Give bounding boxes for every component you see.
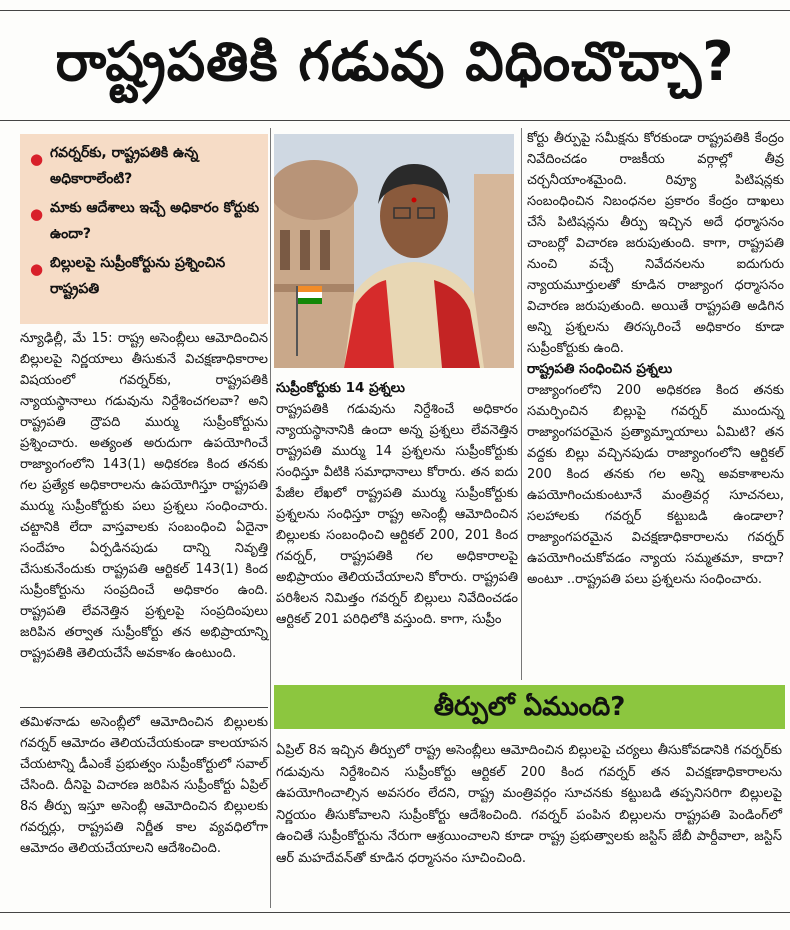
bottom-rule xyxy=(0,912,790,913)
president-photo-illustration xyxy=(274,134,514,368)
highlight-item: ● మాకు ఆదేశాలు ఇచ్చే అధికారం కోర్టుకు ఉందా? xyxy=(30,200,260,242)
column-1-divider xyxy=(20,707,268,708)
column-divider-2 xyxy=(521,128,522,680)
column-1-paragraph-1: న్యూఢిల్లీ, మే 15: రాష్ట్ర అసెంబ్లీలు ఆమోదించిన బిల్లులపై నిర్ణయాలు తీసుకునే విచక్షణాధికారాల విషయంలో గవర్నర్‌కు, రాష్ట్రపతికి న్యాయస్థానాలు గడువును నిర్దేశించగలవా? అని రాష్ట్రపతి ద్రౌపది ముర్ము సుప్రీంకోర్టును ప్రశ్నించారు. అత్యంత అరుదుగా ఉపయోగించే రాజ్యాంగంలోని 143(1) అధికరణ కింద తనకు గల ప్రత్యేక అధికారాలను ఉపయోగిస్తూ రాష్ట్రపతి ముర్ము సుప్రీంకోర్టుకు పలు ప్రశ్నలు సంధించారు. చట్టానికి లేదా వాస్తవాలకు సంబంధించి ఏదైనా సందేహం ఏర్పడినపుడు దాన్ని నివృత్తి చేసుకునేందుకు రాష్ట్రపతి ఆర్టికల్ 143(1) కింద సుప్రీంకోర్టును సంప్రదించే అధికారం ఉంది. రాష్ట్రపతి లేవనెత్తిన ప్రశ్నలపై సంప్రదింపులు జరిపిన తర్వాత సుప్రీంకోర్టు తన అభిప్రాయాన్ని రాష్ట్రపతికి తెలియచేసే అవకాశం ఉంటుంది. xyxy=(20,331,268,661)
bullet-icon: ● xyxy=(30,150,44,168)
column-divider-1 xyxy=(270,128,271,908)
bullet-icon: ● xyxy=(30,205,44,223)
headline-rule xyxy=(0,120,790,121)
highlights-box xyxy=(20,134,268,324)
president-photo xyxy=(274,134,514,368)
headline: రాష్ట్రపతికి గడువు విధించొచ్చా? xyxy=(55,30,735,93)
verdict-text: ఏప్రిల్ 8న ఇచ్చిన తీర్పులో రాష్ట్ర అసెంబ్లీలు ఆమోదించిన బిల్లులపై చర్యలు తీసుకోవడానికి గవర్నర్‌కు గడువును నిర్దేశించిన సుప్రీంకోర్టు ఆర్టికల్ 200 కింద గవర్నర్ తన విచక్షణాధికారాలను ఉపయోగించాల్సిన అవసరం లేదని, రాష్ట్ర మంత్రివర్గం సూచనకు కట్టుబడి తప్పనిసరిగా బిల్లులపై నిర్ణయం తీసుకోవాలని సుప్రీంకోర్టు ఆదేశించింది. గవర్నర్ పంపిన బిల్లులను రాష్ట్రపతి పెండింగ్‌లో ఉంచితే సుప్రీంకోర్టును నేరుగా ఆశ్రయించాలని కూడా రాష్ట్ర ప్రభుత్వాలకు జస్టిస్ జేబీ పార్దీవాలా, జస్టిస్ ఆర్ మహదేవన్‌తో కూడిన ధర్మాసనం సూచించింది. xyxy=(276,743,782,866)
highlight-item: ● గవర్నర్‌కు, రాష్ట్రపతికి ఉన్న అధికారాలేంటి? xyxy=(30,145,199,187)
column-3 xyxy=(527,128,784,590)
top-rule xyxy=(0,10,790,11)
column-2 xyxy=(276,378,518,630)
column-3-paragraph-2: రాజ్యాంగంలోని 200 అధికరణ కింద తనకు సమర్పించిన బిల్లుపై గవర్నర్ ముందున్న రాజ్యాంగపరమైన ప్రత్యామ్నాయాలు ఏమిటి? తన వద్దకు బిల్లు వచ్చినపుడు రాజ్యాంగంలోని ఆర్టికల్ 200 కింద తనకు గల అన్ని అవకాశాలను ఉపయోగించుకుంటూనే మంత్రివర్గ సూచనలు, సలహాలకు గవర్నర్ కట్టుబడి ఉండాలా? రాజ్యాంగపరమైన విచక్షణాధికారాలను గవర్నర్ ఉపయోగించుకోవడం న్యాయ సమ్మతమా, కాదా? అంటూ ..రాష్ట్రపతి పలు ప్రశ్నలను సంధించారు. xyxy=(527,383,784,587)
column-2-paragraph: రాష్ట్రపతికి గడువును నిర్దేశించే అధికారం న్యాయస్థానానికి ఉందా అన్న ప్రశ్నలు లేవనెత్తిన రాష్ట్రపతి ముర్ము 14 ప్రశ్నలను సుప్రీంకోర్టుకు సంధిస్తూ వీటికి సమాధానాలు కోరారు. తన ఐదు పేజీల లేఖలో రాష్ట్రపతి ముర్ము సుప్రీంకోర్టుకు ప్రశ్నలను సంధిస్తూ రాష్ట్ర అసెంబ్లీ ఆమోదించిన బిల్లులకు సంబంధించి ఆర్టికల్ 200, 201 కింద గవర్నర్, రాష్ట్రపతికి గల అధికారాలపై అభిప్రాయం తెలియచేయాలని కోరారు. రాష్ట్రపతి పరిశీలన నిమిత్తం గవర్నర్ బిల్లులు నివేదించడం ఆర్టికల్ 201 పరిధిలోకి వస్తుంది. కాగా, సుప్రీం xyxy=(276,402,518,627)
highlight-item: ● బిల్లులపై సుప్రీంకోర్టును ప్రశ్నించిన రాష్ట్రపతి xyxy=(30,255,226,297)
column-1-paragraph-2: తమిళనాడు అసెంబ్లీలో ఆమోదించిన బిల్లులకు గవర్నర్ ఆమోదం తెలియచేయకుండా కాలయాపన చేయటాన్ని డీఎంకే ప్రభుత్వం సుప్రీంకోర్టులో సవాల్ చేసింది. దీనిపై విచారణ జరిపిన సుప్రీంకోర్టు ఏప్రిల్ 8న తీర్పు ఇస్తూ అసెంబ్లీ ఆమోదించిన బిల్లులకు గవర్నర్లు, రాష్ట్రపతి నిర్ణీత కాల వ్యవధిలోగా ఆమోదం తెలియచేయాలని ఆదేశించింది. xyxy=(20,715,268,856)
verdict-heading: తీర్పులో ఏముంది? xyxy=(433,692,626,722)
column-2-subhead: సుప్రీంకోర్టుకు 14 ప్రశ్నలు xyxy=(276,380,405,396)
column-1-top xyxy=(20,328,268,664)
bullet-icon: ● xyxy=(30,260,44,278)
column-3-subhead: రాష్ట్రపతి సంధించిన ప్రశ్నలు xyxy=(527,361,673,377)
verdict-heading-box xyxy=(274,685,785,729)
column-3-paragraph-1: కోర్టు తీర్పుపై సమీక్షను కోరకుండా రాష్ట్రపతికి కేంద్రం నివేదించడం రాజకీయ వర్గాల్లో తీవ్ర చర్చనీయాంశమైంది. రివ్యూ పిటిషన్లకు సంబంధించిన నిబంధనల ప్రకారం కేంద్రం దాఖలు చేసే పిటిషన్లను తీర్పు ఇచ్చిన అదే ధర్మాసనం చాంబర్లో విచారణ జరుపుతుంది. కాగా, రాష్ట్రపతి నుంచి వచ్చే నివేదనలను ఐదుగురు న్యాయమూర్తులతో కూడిన రాజ్యాంగ ధర్మాసనం విచారణ జరుపుతుంది. అయితే రాష్ట్రపతి అడిగిన అన్ని ప్రశ్నలను తిరస్కరించే అధికారం కూడా సుప్రీంకోర్టుకు ఉంది. xyxy=(527,131,784,356)
column-1-bottom xyxy=(20,712,268,859)
